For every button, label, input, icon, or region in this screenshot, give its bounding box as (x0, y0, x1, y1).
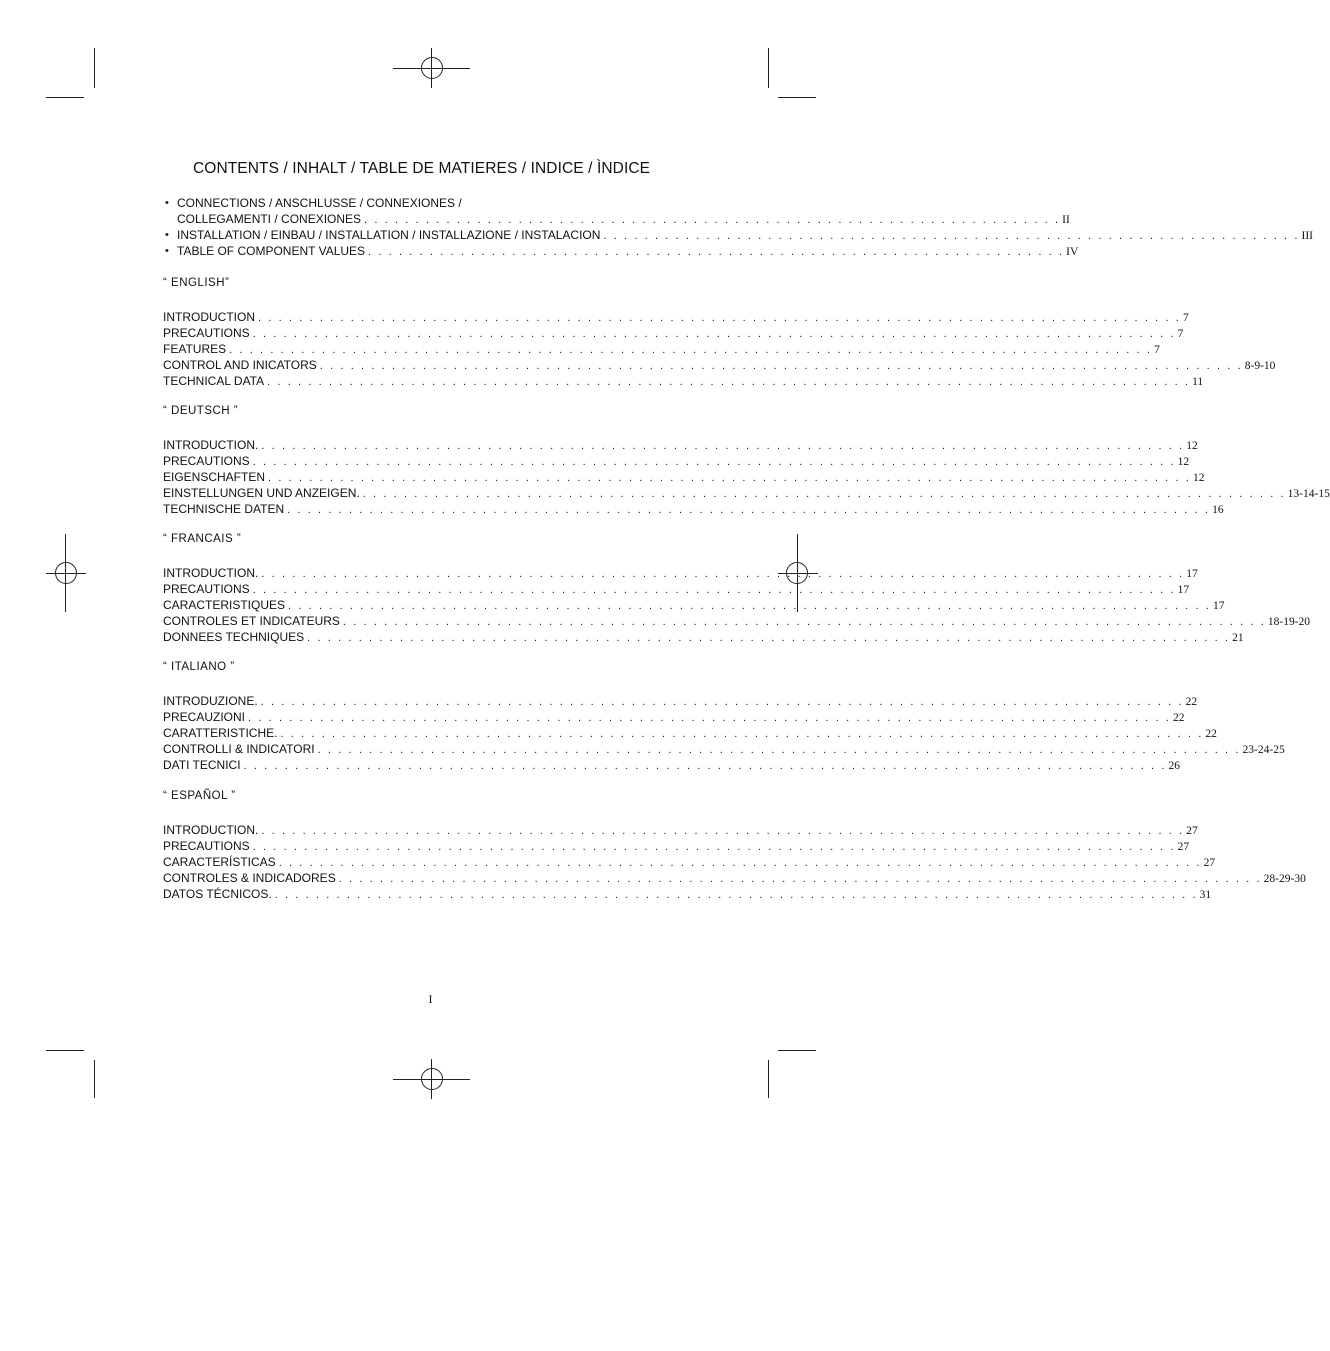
toc-entry-label: CARACTERÍSTICAS (163, 855, 276, 869)
toc-entry (163, 195, 695, 211)
section-heading: “ DEUTSCH ” (163, 405, 239, 417)
bullet-icon: • (165, 229, 169, 241)
leader-dots: . . . . . . . . . . . . . . . . . . . . . . . . . . . . . . . . . . . . . . . . . . . . . . . . . . . . . . . . . . . . . . . . . . . . (368, 246, 1065, 258)
crop-mark (94, 1060, 95, 1098)
section-entries (163, 565, 1311, 645)
toc-entry-label: PRECAUTIONS (163, 582, 250, 596)
toc-entry-label: CONTROLES & INDICADORES (163, 871, 336, 885)
leader-dots: . . . . . . . . . . . . . . . . . . . . . . . . . . . . . . . . . . . . . . . . . . . . . . . . . . . . . . . . . . . . . . . . . . . . (364, 214, 1061, 226)
toc-entry (163, 613, 1311, 629)
toc-entry (163, 501, 1224, 517)
leader-dots: . . . . . . . . . . . . . . . . . . . . . . . . . . . . . . . . . . . . . . . . . . . . . . . . . . . . . . . . . . . . . . . . . . . . . . . . . . . . . . . . . . . . . . . . . . (280, 728, 1204, 740)
toc-entry (163, 709, 1185, 725)
toc-entry (163, 437, 1198, 453)
leader-dots: . . . . . . . . . . . . . . . . . . . . . . . . . . . . . . . . . . . . . . . . . . . . . . . . . . . . . . . . . . . . . . . . . . . . . . . . . . . . . . . . . . . . . . . . . . (268, 472, 1191, 484)
section-heading: “ ENGLISH” (163, 277, 230, 289)
toc-entry-label: CARACTERISTIQUES (163, 598, 286, 612)
crop-mark (46, 97, 84, 98)
toc-entry (163, 565, 1198, 581)
crop-mark (94, 48, 95, 88)
toc-entry-label: DATOS TÉCNICOS. (163, 887, 272, 901)
section-heading: “ FRANCAIS ” (163, 533, 242, 545)
page-number: I (428, 992, 433, 1006)
toc-entry-label: CARATTERISTICHE. (163, 726, 278, 740)
leader-dots: . . . . . . . . . . . . . . . . . . . . . . . . . . . . . . . . . . . . . . . . . . . . . . . . . . . . . . . . . . . . . . . . . . . . . . . . . . . . . . . . . . . . . . . . . . (342, 616, 1266, 628)
toc-entry (163, 581, 1190, 597)
toc-entry-label: EIGENSCHAFTEN (163, 470, 266, 484)
toc-entry-page: 17 (1212, 600, 1225, 612)
toc-entry-label: CONTROL AND INICATORS (163, 358, 317, 372)
toc-entry-label: INTRODUCTION (163, 310, 255, 324)
leader-dots: . . . . . . . . . . . . . . . . . . . . . . . . . . . . . . . . . . . . . . . . . . . . . . . . . . . . . . . . . . . . . . . . . . . . . . . . . . . . . . . . . . . . . . . . . . (287, 504, 1211, 516)
toc-entry-label: PRECAUTIONS (163, 839, 250, 853)
toc-entry-label: COLLEGAMENTI / CONEXIONES (177, 212, 362, 226)
toc-entry-page: 21 (1232, 632, 1244, 644)
toc-entry (163, 597, 1225, 613)
leader-dots: . . . . . . . . . . . . . . . . . . . . . . . . . . . . . . . . . . . . . . . . . . . . . . . . . . . . . . . . . . . . . . . . . . . . . . . . . . . . . . . . . . . . . . . . . . (243, 760, 1167, 772)
toc-entry (163, 357, 1276, 373)
section-entries (163, 437, 1330, 517)
toc-entry-label: TECHNISCHE DATEN (163, 502, 285, 516)
toc-entry-page: 18-19-20 (1267, 616, 1311, 628)
leader-dots: . . . . . . . . . . . . . . . . . . . . . . . . . . . . . . . . . . . . . . . . . . . . . . . . . . . . . . . . . . . . . . . . . . . . . . . . . . . . . . . . . . . . . . . . . . (338, 873, 1262, 885)
toc-entry-page: III (1301, 230, 1314, 242)
toc-entry (163, 725, 1217, 741)
leader-dots: . . . . . . . . . . . . . . . . . . . . . . . . . . . . . . . . . . . . . . . . . . . . . . . . . . . . . . . . . . . . . . . . . . . . . . . . . . . . . . . . . . . . . . . . . . (229, 344, 1153, 356)
toc-entry-page: 12 (1177, 456, 1190, 468)
toc-entry-label: CONTROLLI & INDICATORI (163, 742, 315, 756)
toc-entry-label: INSTALLATION / EINBAU / INSTALLATION / INSTALLAZIONE / INSTALACION (177, 228, 601, 242)
toc-entry-page: 22 (1205, 728, 1217, 740)
toc-entry-label: INTRODUCTION. (163, 823, 259, 837)
crop-mark (46, 1050, 84, 1051)
toc-entry-page: IV (1066, 246, 1079, 258)
toc-entry-page: 16 (1212, 504, 1224, 516)
section-entries (163, 309, 1276, 389)
leader-dots: . . . . . . . . . . . . . . . . . . . . . . . . . . . . . . . . . . . . . . . . . . . . . . . . . . . . . . . . . . . . . . . . . . . . . . . . . . . . . . . . . . . . . . . . . . (288, 600, 1211, 612)
toc-entry (163, 741, 1285, 757)
toc-entry (163, 453, 1190, 469)
leader-dots: . . . . . . . . . . . . . . . . . . . . . . . . . . . . . . . . . . . . . . . . . . . . . . . . . . . . . . . . . . . . . . . . . . . . . . . . . . . . . . . . . . . . . . . . . . (317, 744, 1241, 756)
toc-entry (163, 757, 1181, 773)
toc-entry-page: 27 (1186, 825, 1198, 837)
leader-dots: . . . . . . . . . . . . . . . . . . . . . . . . . . . . . . . . . . . . . . . . . . . . . . . . . . . . . . . . . . . . . . . . . . . . . . . . . . . . . . . . . . . . . . . . . . (252, 584, 1176, 596)
toc-entry (163, 629, 1244, 645)
toc-entry-page: 12 (1192, 472, 1205, 484)
toc-entry-page: 27 (1177, 841, 1190, 853)
registration-mark-icon (421, 1068, 443, 1090)
toc-entry-label: FEATURES (163, 342, 227, 356)
toc-entry (163, 243, 1079, 259)
toc-entry-page: 22 (1172, 712, 1185, 724)
toc-entry (163, 822, 1198, 838)
leader-dots: . . . . . . . . . . . . . . . . . . . . . . . . . . . . . . . . . . . . . . . . . . . . . . . . . . . . . . . . . . . . . . . . . . . . . . . . . . . . . . . . . . . . . . . . . . (252, 456, 1176, 468)
toc-entry (163, 854, 1216, 870)
toc-entry-page: 7 (1182, 312, 1189, 324)
toc-entry (163, 341, 1160, 357)
crop-mark (768, 48, 769, 88)
toc-entry-label: PRECAUTIONS (163, 454, 250, 468)
toc-entry-label: PRECAUTIONS (163, 326, 250, 340)
leader-dots: . . . . . . . . . . . . . . . . . . . . . . . . . . . . . . . . . . . . . . . . . . . . . . . . . . . . . . . . . . . . . . . . . . . . . . . . . . . . . . . . . . . . . . . . . . (267, 376, 1191, 388)
crop-mark (778, 1050, 816, 1051)
leader-dots: . . . . . . . . . . . . . . . . . . . . . . . . . . . . . . . . . . . . . . . . . . . . . . . . . . . . . . . . . . . . . . . . . . . . . . . . . . . . . . . . . . . . . . . . . . (252, 841, 1176, 853)
crop-mark (778, 97, 816, 98)
bullet-icon: • (165, 197, 169, 209)
toc-entry (163, 485, 1330, 501)
toc-entry-page: 22 (1185, 696, 1198, 708)
leader-dots: . . . . . . . . . . . . . . . . . . . . . . . . . . . . . . . . . . . . . . . . . . . . . . . . . . . . . . . . . . . . . . . . . . . . . . . . . . . . . . . . . . . . . . . . . . (362, 488, 1286, 500)
registration-mark-icon (421, 57, 443, 79)
leader-dots: . . . . . . . . . . . . . . . . . . . . . . . . . . . . . . . . . . . . . . . . . . . . . . . . . . . . . . . . . . . . . . . . . . . . . . . . . . . . . . . . . . . . . . . . . . (261, 825, 1185, 837)
toc-entry (163, 838, 1190, 854)
toc-entry (163, 325, 1184, 341)
toc-entry-page: 31 (1199, 889, 1212, 901)
toc-entry-page: 17 (1177, 584, 1190, 596)
toc-entry-page: 8-9-10 (1244, 360, 1276, 372)
toc-entry-label: DONNEES TECHNIQUES (163, 630, 305, 644)
toc-entry (163, 469, 1205, 485)
section-heading: “ ITALIANO ” (163, 661, 235, 673)
toc-entry-page: 27 (1203, 857, 1216, 869)
crop-mark (768, 1060, 769, 1098)
leader-dots: . . . . . . . . . . . . . . . . . . . . . . . . . . . . . . . . . . . . . . . . . . . . . . . . . . . . . . . . . . . . . . . . . . . . . . . . . . . . . . . . . . . . . . . . . . (261, 440, 1185, 452)
toc-entry (163, 309, 1189, 325)
leader-dots: . . . . . . . . . . . . . . . . . . . . . . . . . . . . . . . . . . . . . . . . . . . . . . . . . . . . . . . . . . . . . . . . . . . . . . . . . . . . . . . . . . . . . . . . . . (274, 889, 1198, 901)
toc-entry-label: CONTROLES ET INDICATEURS (163, 614, 340, 628)
toc-entry (163, 886, 1212, 902)
page-title: CONTENTS / INHALT / TABLE DE MATIERES / INDICE / ÌNDICE (193, 160, 651, 177)
toc-entry-page: 28-29-30 (1263, 873, 1306, 885)
toc-entry-page: 7 (1154, 344, 1160, 356)
toc-entry (163, 211, 1070, 227)
toc-entry (163, 870, 1306, 886)
toc-entry-page: II (1062, 214, 1070, 226)
leader-dots: . . . . . . . . . . . . . . . . . . . . . . . . . . . . . . . . . . . . . . . . . . . . . . . . . . . . . . . . . . . . . . . . . . . . . . . . . . . . . . . . . . . . . . . . . . (307, 632, 1231, 644)
general-contents (163, 195, 1314, 259)
toc-entry-label: DATI TECNICI (163, 758, 241, 772)
toc-entry (163, 227, 1314, 243)
section-entries (163, 822, 1306, 902)
toc-entry-page: 7 (1177, 328, 1184, 340)
section-entries (163, 693, 1285, 773)
toc-entry-label: EINSTELLUNGEN UND ANZEIGEN. (163, 486, 360, 500)
toc-entry (163, 693, 1198, 709)
toc-entry-label: INTRODUZIONE. (163, 694, 258, 708)
leader-dots: . . . . . . . . . . . . . . . . . . . . . . . . . . . . . . . . . . . . . . . . . . . . . . . . . . . . . . . . . . . . . . . . . . . . . . . . . . . . . . . . . . . . . . . . . . (258, 312, 1181, 324)
toc-entry (163, 373, 1204, 389)
toc-entry-label: PRECAUZIONI (163, 710, 246, 724)
toc-entry-label: CONNECTIONS / ANSCHLUSSE / CONNEXIONES / (177, 196, 462, 210)
leader-dots: . . . . . . . . . . . . . . . . . . . . . . . . . . . . . . . . . . . . . . . . . . . . . . . . . . . . . . . . . . . . . . . . . . . . . . . . . . . . . . . . . . . . . . . . . . (261, 568, 1185, 580)
toc-entry-label: INTRODUCTION. (163, 566, 259, 580)
toc-entry-label: INTRODUCTION. (163, 438, 259, 452)
bullet-icon: • (165, 245, 169, 257)
leader-dots: . . . . . . . . . . . . . . . . . . . . . . . . . . . . . . . . . . . . . . . . . . . . . . . . . . . . . . . . . . . . . . . . . . . . . . . . . . . . . . . . . . . . . . . . . . (252, 328, 1176, 340)
leader-dots: . . . . . . . . . . . . . . . . . . . . . . . . . . . . . . . . . . . . . . . . . . . . . . . . . . . . . . . . . . . . . . . . . . . . (603, 230, 1300, 242)
toc-entry-page: 12 (1186, 440, 1198, 452)
leader-dots: . . . . . . . . . . . . . . . . . . . . . . . . . . . . . . . . . . . . . . . . . . . . . . . . . . . . . . . . . . . . . . . . . . . . . . . . . . . . . . . . . . . . . . . . . . (319, 360, 1243, 372)
toc-entry-page: 13-14-15 (1287, 488, 1330, 500)
toc-entry-page: 26 (1168, 760, 1181, 772)
leader-dots: . . . . . . . . . . . . . . . . . . . . . . . . . . . . . . . . . . . . . . . . . . . . . . . . . . . . . . . . . . . . . . . . . . . . . . . . . . . . . . . . . . . . . . . . . . (278, 857, 1202, 869)
registration-mark-icon (55, 562, 77, 584)
toc-entry-label: TABLE OF COMPONENT VALUES (177, 244, 366, 258)
toc-entry-page: 17 (1186, 568, 1198, 580)
leader-dots: . . . . . . . . . . . . . . . . . . . . . . . . . . . . . . . . . . . . . . . . . . . . . . . . . . . . . . . . . . . . . . . . . . . . . . . . . . . . . . . . . . . . . . . . . . (248, 712, 1171, 724)
section-heading: “ ESPAÑOL ” (163, 790, 236, 802)
toc-entry-page: 11 (1192, 376, 1204, 388)
leader-dots: . . . . . . . . . . . . . . . . . . . . . . . . . . . . . . . . . . . . . . . . . . . . . . . . . . . . . . . . . . . . . . . . . . . . . . . . . . . . . . . . . . . . . . . . . . (260, 696, 1184, 708)
toc-entry-page: 23-24-25 (1242, 744, 1285, 756)
toc-entry-label: TECHNICAL DATA (163, 374, 265, 388)
